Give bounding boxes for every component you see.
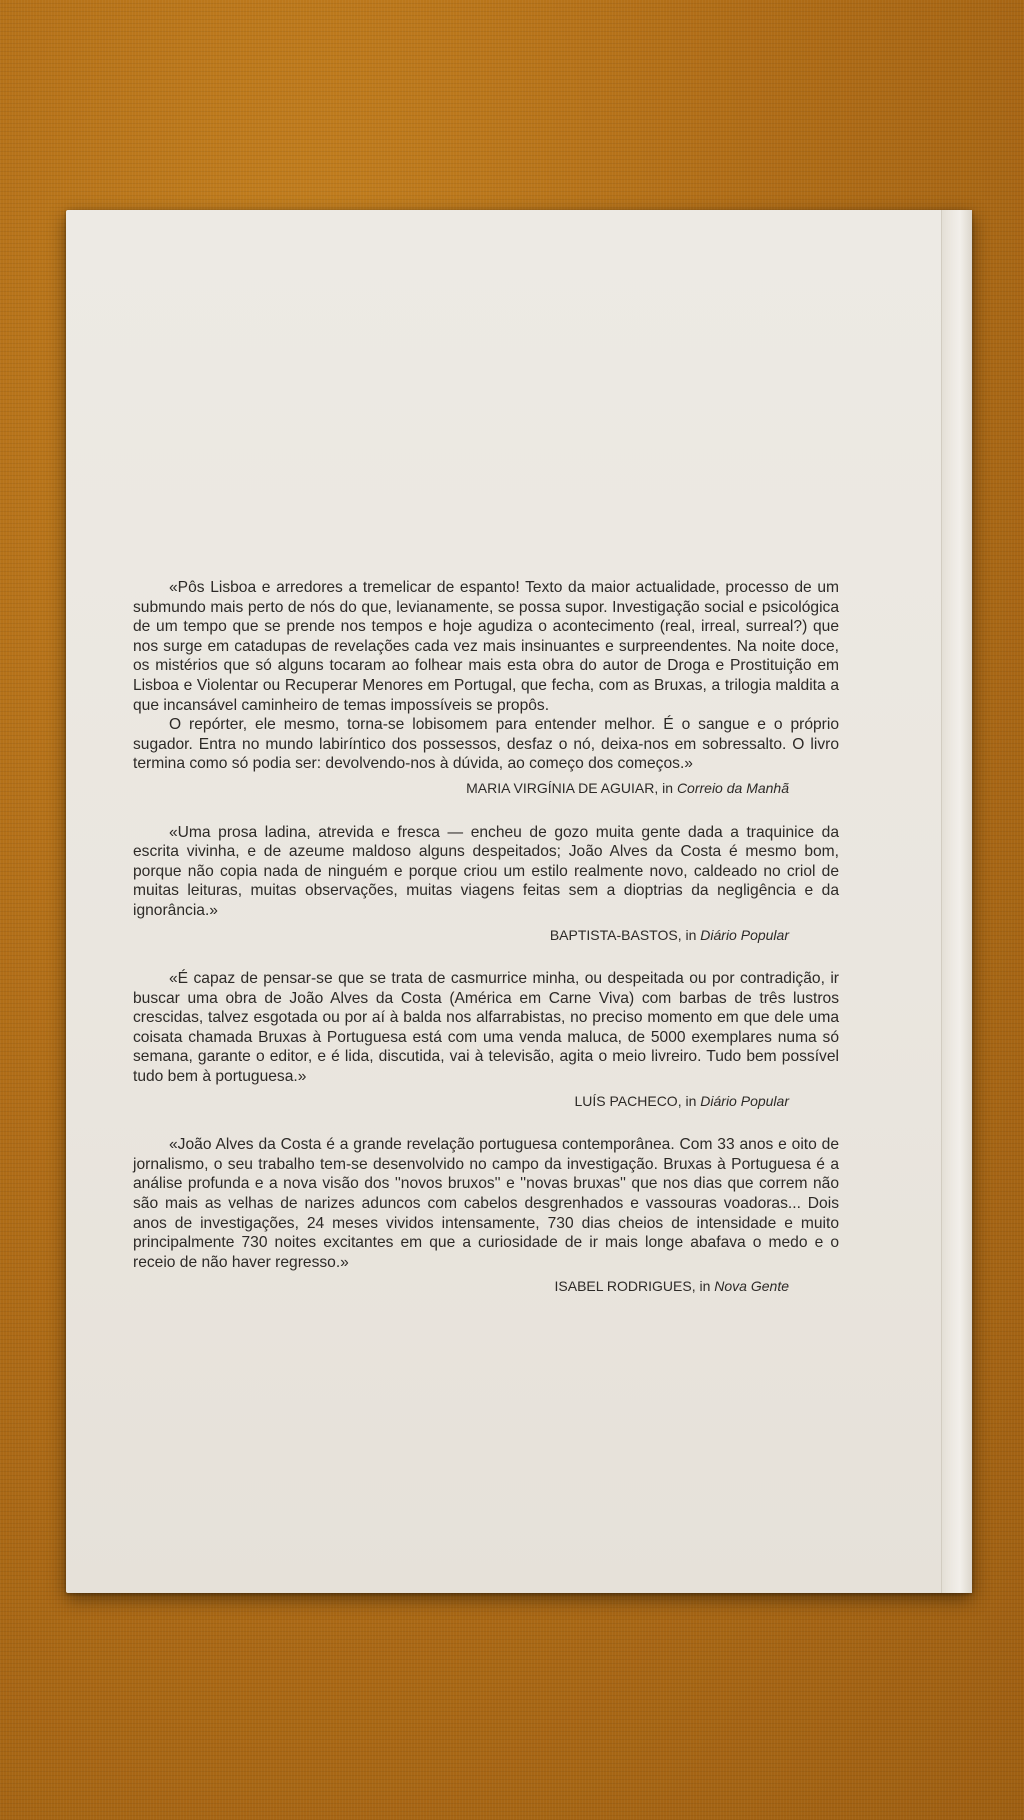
review-2-author: BAPTISTA-BASTOS, [549, 926, 682, 943]
review-4-author: ISABEL RODRIGUES, [554, 1278, 696, 1295]
review-3-source: Diário Popular [700, 1092, 789, 1109]
review-4 [133, 1135, 839, 1297]
review-1-in: in [662, 779, 674, 796]
review-2-in: in [685, 926, 697, 943]
review-1-paragraph-2: O repórter, ele mesmo, torna-se lobisomem para entender melhor. É o sangue e o próprio sugador. Entra no mundo labiríntico dos possessos, desfaz o nó, deixa-nos em sobressalto. O livro termina como só podia ser: devolvendo-nos à dúvida, ao começo dos começos.» [133, 716, 839, 773]
review-1-author: MARIA VIRGÍNIA DE AGUIAR, [466, 779, 659, 796]
review-2-source: Diário Popular [700, 926, 789, 943]
review-1-paragraph-1: «Pôs Lisboa e arredores a tremelicar de espanto! Texto da maior actualidade, processo de um submundo mais perto de nós do que, levianamente, se possa supor. Investigação social e psicológica de um tempo que se prende nos tempos e hoje agudiza o acontecimento (real, irreal, surreal?) que nos surge em catadupas de revelações cada vez mais insinuantes e surpreendentes. Na noite doce, os mistérios que só alguns tocaram ao folhear mais esta obra do autor de Droga e Prostituição em Lisboa e Violentar ou Recuperar Menores em Portugal, que fecha, com as Bruxas, a trilogia maldita a que incansável caminheiro de temas impossíveis se propôs. [133, 579, 839, 714]
review-4-source: Nova Gente [714, 1278, 789, 1295]
review-3-attribution [133, 1092, 839, 1112]
review-1 [133, 578, 839, 799]
review-1-source: Correio da Manhã [676, 779, 789, 796]
review-3-paragraph-1: «É capaz de pensar-se que se trata de casmurrice minha, ou despeitada ou por contradição, ir buscar uma obra de João Alves da Costa (América em Carne Viva) com barbas de três lustros crescidas, talvez esgotada ou por aí à balda nos alfarrabistas, no preciso momento em que dele uma coisata chamada Bruxas à Portuguesa está com uma venda maluca, de 5000 exemplares numa só semana, garante o editor, e é lida, discutida, vai à televisão, agita o meio livreiro. Tudo bem possível tudo bem à portuguesa.» [133, 970, 839, 1086]
review-2 [133, 823, 839, 946]
reviews-block [133, 578, 839, 1321]
review-2-paragraph-1: «Uma prosa ladina, atrevida e fresca — encheu de gozo muita gente dada a traquinice da escrita vivinha, e de azeume maldoso alguns despeitados; João Alves da Costa é mesmo bom, porque não copia nada de ninguém e porque criou um estilo realmente novo, caldeado no criol de muitas leituras, muitas observações, muitas viagens feitas sem a dioptrias da negligência e da ignorância.» [133, 823, 839, 919]
book-page-edge [941, 210, 972, 1593]
review-4-in: in [699, 1278, 711, 1295]
review-2-attribution [133, 926, 839, 946]
review-4-attribution [133, 1277, 839, 1297]
review-3-in: in [685, 1092, 697, 1109]
review-1-attribution [133, 779, 839, 799]
review-3 [133, 969, 839, 1111]
review-4-paragraph-1: «João Alves da Costa é a grande revelação portuguesa contemporânea. Com 33 anos e oito de jornalismo, o seu trabalho tem-se desenvolvido no campo da investigação. Bruxas à Portuguesa é a análise profunda e a nova visão dos ''novos bruxos'' e ''novas bruxas'' que nos dias que correm não são mais as velhas de narizes aduncos com cabelos desgrenhados e vassouras voadoras... Dois anos de investigações, 24 meses vividos intensamente, 730 dias cheios de intensidade e muito principalmente 730 noites excitantes em que a curiosidade de ir mais longe abafava o medo e o receio de não haver regresso.» [133, 1136, 839, 1271]
review-3-author: LUÍS PACHECO, [574, 1092, 682, 1109]
